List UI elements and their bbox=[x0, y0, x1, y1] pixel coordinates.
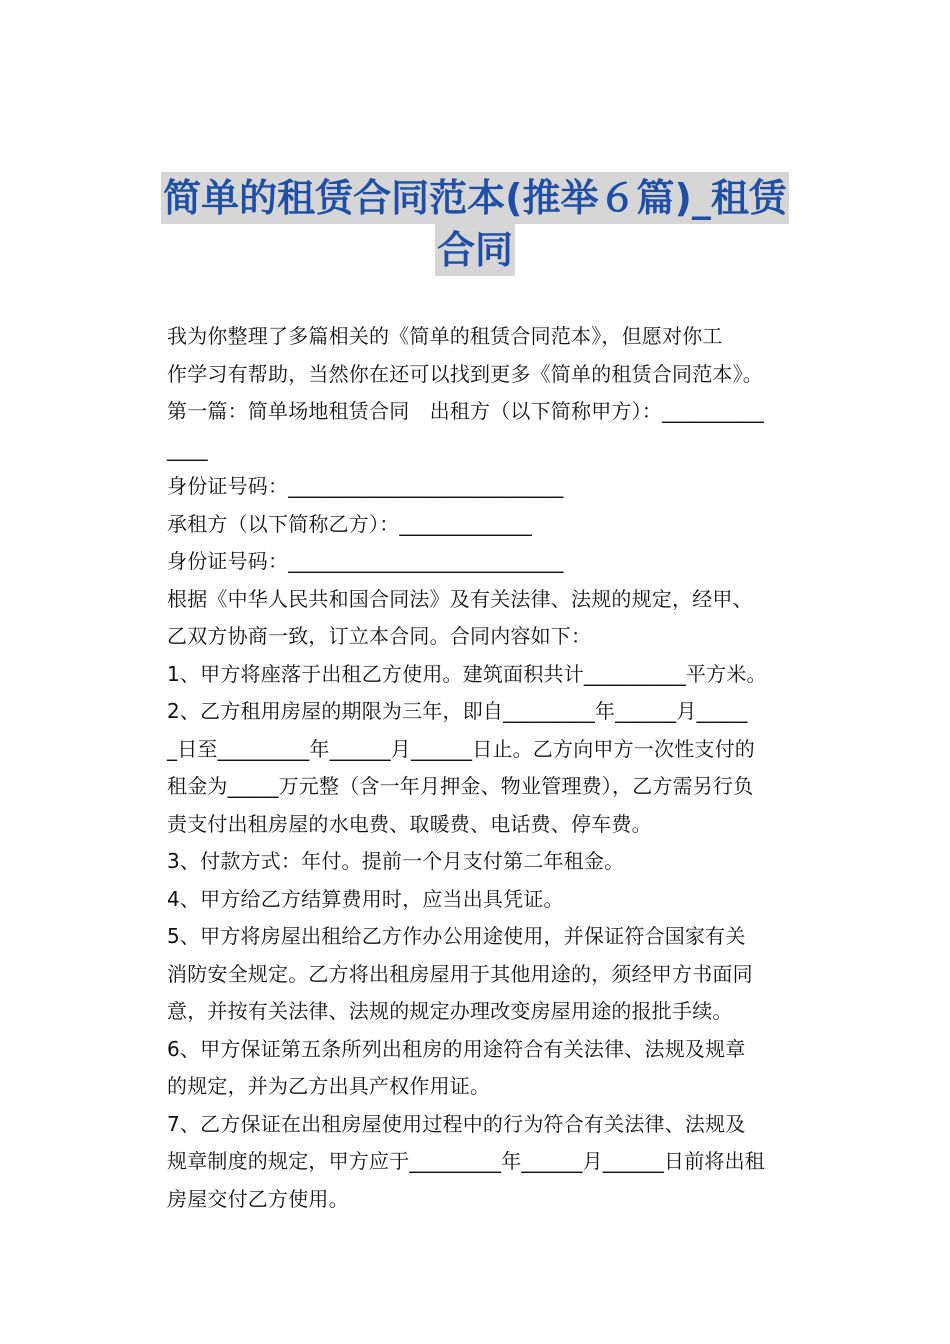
paragraph bbox=[145, 1031, 813, 1106]
paragraph-line: 3、付款方式：年付。提前一个月支付第二年租金。 bbox=[167, 849, 625, 873]
title-line-1: 简单的租赁合同范本(推举６篇)_租赁 bbox=[161, 172, 789, 224]
paragraph-line: 身份证号码：___________________________ bbox=[167, 549, 564, 573]
paragraph-line: 意，并按有关法律、法规的规定办理改变房屋用途的报批手续。 bbox=[167, 999, 733, 1023]
paragraph bbox=[145, 543, 813, 581]
document-title bbox=[120, 172, 830, 276]
paragraph-line: 消防安全规定。乙方将出租房屋用于其他用途的，须经甲方书面同 bbox=[167, 961, 753, 986]
paragraph-line: 1、甲方将座落于出租乙方使用。建筑面积共计__________平方米。 bbox=[167, 661, 767, 686]
paragraph-line: 房屋交付乙方使用。 bbox=[167, 1186, 349, 1211]
paragraph-line: 第一篇：简单场地租赁合同 出租方（以下简称甲方）：__________ bbox=[167, 399, 764, 423]
paragraph bbox=[145, 693, 813, 843]
paragraph bbox=[145, 468, 813, 506]
title-line-2: 合同 bbox=[435, 224, 515, 276]
paragraph-line: 2、乙方租用房屋的期限为三年，即自_________年______月_____ bbox=[167, 699, 748, 723]
paragraph bbox=[145, 656, 813, 694]
paragraph-line: 我为你整理了多篇相关的《简单的租赁合同范本》，但愿对你工 bbox=[167, 324, 723, 348]
paragraph-line: 承租方（以下简称乙方）：_____________ bbox=[167, 511, 532, 536]
paragraph-line: 身份证号码：___________________________ bbox=[167, 474, 564, 498]
paragraph-line: 乙双方协商一致，订立本合同。合同内容如下： bbox=[167, 624, 592, 648]
paragraph bbox=[145, 881, 813, 919]
paragraph bbox=[145, 318, 813, 468]
paragraph bbox=[145, 918, 813, 1031]
paragraph-line: 6、甲方保证第五条所列出租房的用途符合有关法律、法规及规章 bbox=[167, 1036, 746, 1061]
paragraph-line: 规章制度的规定，甲方应于_________年______月______日前将出租 bbox=[167, 1149, 765, 1173]
paragraph-line: ____ bbox=[167, 436, 208, 461]
paragraph bbox=[145, 581, 813, 656]
paragraph bbox=[145, 843, 813, 881]
paragraph bbox=[145, 506, 813, 544]
document-body bbox=[145, 318, 813, 1218]
paragraph-line: 租金为_____万元整（含一年月押金、物业管理费），乙方需另行负 bbox=[167, 774, 754, 798]
paragraph-line: 7、乙方保证在出租房屋使用过程中的行为符合有关法律、法规及 bbox=[167, 1111, 746, 1136]
paragraph-line: _日至_________年______月______日止。乙方向甲方一次性支付的 bbox=[167, 736, 755, 761]
paragraph bbox=[145, 1106, 813, 1219]
paragraph-line: 的规定，并为乙方出具产权作用证。 bbox=[167, 1074, 491, 1098]
paragraph-line: 作学习有帮助，当然你在还可以找到更多《简单的租赁合同范本》。 bbox=[167, 361, 763, 386]
paragraph-line: 责支付出租房屋的水电费、取暖费、电话费、停车费。 bbox=[167, 811, 652, 836]
paragraph-line: 5、甲方将房屋出租给乙方作办公用途使用，并保证符合国家有关 bbox=[167, 924, 746, 948]
paragraph-line: 根据《中华人民共和国合同法》及有关法律、法规的规定，经甲、 bbox=[167, 586, 753, 611]
paragraph-line: 4、甲方给乙方结算费用时，应当出具凭证。 bbox=[167, 886, 564, 911]
